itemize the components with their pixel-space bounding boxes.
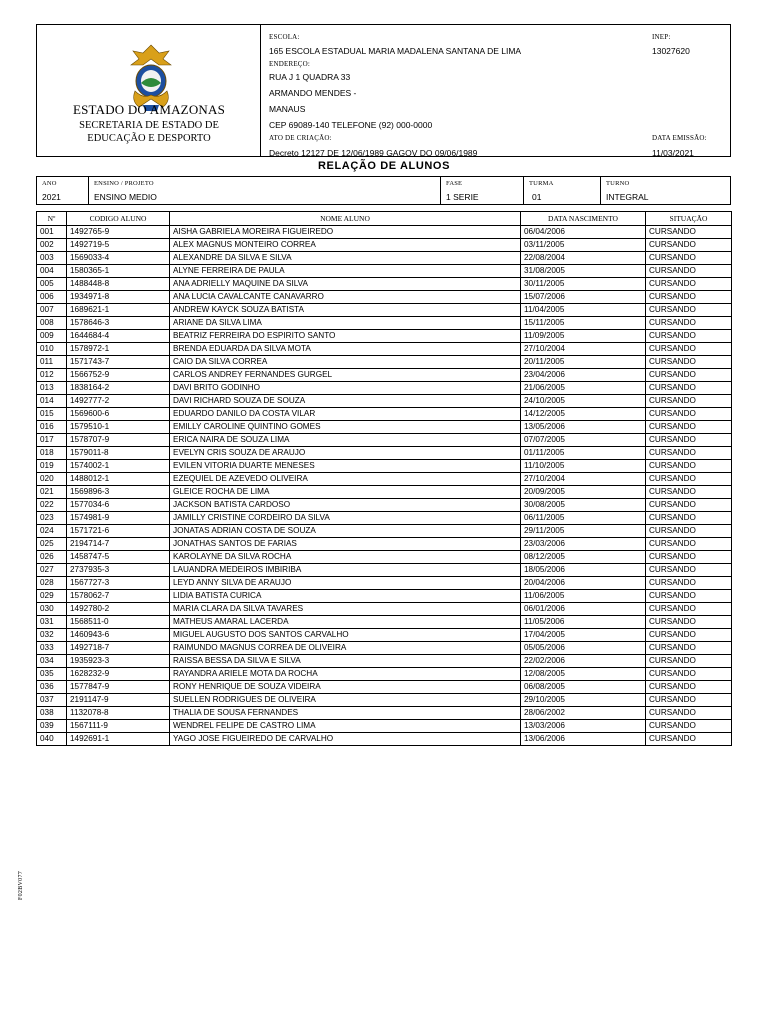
student-birthdate: 30/08/2005: [521, 499, 646, 512]
student-code: 1577847-9: [67, 681, 170, 694]
address-line-1: RUA J 1 QUADRA 33: [269, 72, 351, 82]
student-status: CURSANDO: [646, 668, 732, 681]
state-name: ESTADO DO AMAZONAS: [72, 102, 226, 117]
student-code: 1488448-8: [67, 278, 170, 291]
table-row: [37, 525, 732, 538]
student-code: 1566752-9: [67, 369, 170, 382]
student-name: MATHEUS AMARAL LACERDA: [170, 616, 521, 629]
student-number: 014: [37, 395, 67, 408]
table-row: [37, 603, 732, 616]
students-table-body: [37, 226, 732, 746]
student-code: 1574002-1: [67, 460, 170, 473]
student-number: 015: [37, 408, 67, 421]
student-status: CURSANDO: [646, 447, 732, 460]
table-row: [37, 343, 732, 356]
table-row: [37, 226, 732, 239]
student-name: KAROLAYNE DA SILVA ROCHA: [170, 551, 521, 564]
student-number: 030: [37, 603, 67, 616]
student-name: ANA ADRIELLY MAQUINE DA SILVA: [170, 278, 521, 291]
table-row: [37, 421, 732, 434]
student-status: CURSANDO: [646, 239, 732, 252]
student-name: EMILLY CAROLINE QUINTINO GOMES: [170, 421, 521, 434]
student-status: CURSANDO: [646, 317, 732, 330]
student-status: CURSANDO: [646, 603, 732, 616]
student-code: 1574981-9: [67, 512, 170, 525]
student-code: 1578707-9: [67, 434, 170, 447]
table-row: [37, 551, 732, 564]
student-status: CURSANDO: [646, 681, 732, 694]
school-header: [36, 24, 731, 157]
student-code: 1488012-1: [67, 473, 170, 486]
student-number: 003: [37, 252, 67, 265]
student-number: 024: [37, 525, 67, 538]
student-code: 1935923-3: [67, 655, 170, 668]
student-code: 1492780-2: [67, 603, 170, 616]
student-birthdate: 30/11/2005: [521, 278, 646, 291]
divider: [600, 177, 601, 204]
student-status: CURSANDO: [646, 460, 732, 473]
student-birthdate: 12/08/2005: [521, 668, 646, 681]
student-status: CURSANDO: [646, 304, 732, 317]
student-birthdate: 06/08/2005: [521, 681, 646, 694]
student-number: 021: [37, 486, 67, 499]
student-status: CURSANDO: [646, 252, 732, 265]
inep-code: 13027620: [652, 46, 690, 56]
student-birthdate: 27/10/2004: [521, 473, 646, 486]
address-line-3: MANAUS: [269, 104, 306, 114]
student-birthdate: 13/06/2006: [521, 733, 646, 746]
student-name: JONATAS ADRIAN COSTA DE SOUZA: [170, 525, 521, 538]
student-name: ALEXANDRE DA SILVA E SILVA: [170, 252, 521, 265]
student-birthdate: 22/08/2004: [521, 252, 646, 265]
table-row: [37, 577, 732, 590]
student-status: CURSANDO: [646, 655, 732, 668]
student-name: RAYANDRA ARIELE MOTA DA ROCHA: [170, 668, 521, 681]
student-birthdate: 06/01/2006: [521, 603, 646, 616]
student-number: 036: [37, 681, 67, 694]
student-status: CURSANDO: [646, 551, 732, 564]
table-row: [37, 512, 732, 525]
student-birthdate: 15/07/2006: [521, 291, 646, 304]
student-name: JONATHAS SANTOS DE FARIAS: [170, 538, 521, 551]
student-status: CURSANDO: [646, 356, 732, 369]
student-code: 1577034-6: [67, 499, 170, 512]
table-row: [37, 668, 732, 681]
student-name: BEATRIZ FERREIRA DO ESPIRITO SANTO: [170, 330, 521, 343]
student-birthdate: 20/04/2006: [521, 577, 646, 590]
address-label: ENDEREÇO:: [269, 60, 311, 68]
student-birthdate: 03/11/2005: [521, 239, 646, 252]
student-number: 018: [37, 447, 67, 460]
student-birthdate: 27/10/2004: [521, 343, 646, 356]
student-number: 020: [37, 473, 67, 486]
student-birthdate: 11/04/2005: [521, 304, 646, 317]
secretariat-name: [37, 119, 261, 145]
table-row: [37, 694, 732, 707]
table-row: [37, 616, 732, 629]
student-status: CURSANDO: [646, 382, 732, 395]
student-code: 1569896-3: [67, 486, 170, 499]
student-code: 1492765-9: [67, 226, 170, 239]
student-name: RONY HENRIQUE DE SOUZA VIDEIRA: [170, 681, 521, 694]
table-row: [37, 356, 732, 369]
student-status: CURSANDO: [646, 616, 732, 629]
student-birthdate: 06/11/2005: [521, 512, 646, 525]
student-code: 1578062-7: [67, 590, 170, 603]
student-code: 1689621-1: [67, 304, 170, 317]
student-code: 1579011-8: [67, 447, 170, 460]
student-code: 1492777-2: [67, 395, 170, 408]
student-birthdate: 20/09/2005: [521, 486, 646, 499]
student-birthdate: 05/05/2006: [521, 642, 646, 655]
student-number: 011: [37, 356, 67, 369]
col-header-birthdate: DATA NASCIMENTO: [521, 212, 646, 226]
student-code: 1644684-4: [67, 330, 170, 343]
student-status: CURSANDO: [646, 343, 732, 356]
student-status: CURSANDO: [646, 694, 732, 707]
table-row: [37, 369, 732, 382]
student-birthdate: 17/04/2005: [521, 629, 646, 642]
creation-act: Decreto 12127 DE 12/06/1989 GAGOV DO 09/06/1989: [269, 148, 478, 158]
student-name: EVELYN CRIS SOUZA DE ARAUJO: [170, 447, 521, 460]
table-row: [37, 720, 732, 733]
issue-date-label: DATA EMISSÃO:: [652, 134, 707, 142]
student-name: YAGO JOSE FIGUEIREDO DE CARVALHO: [170, 733, 521, 746]
student-number: 033: [37, 642, 67, 655]
student-number: 017: [37, 434, 67, 447]
state-logo-cell: [37, 25, 261, 157]
student-birthdate: 15/11/2005: [521, 317, 646, 330]
student-status: CURSANDO: [646, 577, 732, 590]
table-row: [37, 707, 732, 720]
student-name: JACKSON BATISTA CARDOSO: [170, 499, 521, 512]
group-label: TURMA: [529, 180, 554, 187]
shift-value: INTEGRAL: [606, 192, 649, 202]
phase-label: FASE: [446, 180, 463, 187]
table-row: [37, 382, 732, 395]
year-label: ANO: [42, 180, 57, 187]
student-name: MARIA CLARA DA SILVA TAVARES: [170, 603, 521, 616]
table-row: [37, 239, 732, 252]
student-code: 1567111-9: [67, 720, 170, 733]
student-status: CURSANDO: [646, 265, 732, 278]
student-code: 1492719-5: [67, 239, 170, 252]
student-name: CAIO DA SILVA CORREA: [170, 356, 521, 369]
student-name: DAVI BRITO GODINHO: [170, 382, 521, 395]
student-birthdate: 08/12/2005: [521, 551, 646, 564]
class-info-bar: [36, 176, 731, 205]
student-name: DAVI RICHARD SOUZA DE SOUZA: [170, 395, 521, 408]
student-code: 1492691-1: [67, 733, 170, 746]
student-number: 037: [37, 694, 67, 707]
student-number: 008: [37, 317, 67, 330]
student-code: 2194714-7: [67, 538, 170, 551]
student-status: CURSANDO: [646, 369, 732, 382]
divider: [88, 177, 89, 204]
year-value: 2021: [42, 192, 61, 202]
student-name: AISHA GABRIELA MOREIRA FIGUEIREDO: [170, 226, 521, 239]
student-code: 1458747-5: [67, 551, 170, 564]
student-number: 013: [37, 382, 67, 395]
student-birthdate: 18/05/2006: [521, 564, 646, 577]
student-status: CURSANDO: [646, 512, 732, 525]
phase-value: 1 SERIE: [446, 192, 479, 202]
student-name: LIDIA BATISTA CURICA: [170, 590, 521, 603]
student-name: GLEICE ROCHA DE LIMA: [170, 486, 521, 499]
student-birthdate: 14/12/2005: [521, 408, 646, 421]
student-birthdate: 11/05/2006: [521, 616, 646, 629]
student-status: CURSANDO: [646, 629, 732, 642]
divider: [440, 177, 441, 204]
student-number: 028: [37, 577, 67, 590]
student-code: 1579510-1: [67, 421, 170, 434]
student-code: 1492718-7: [67, 642, 170, 655]
student-number: 016: [37, 421, 67, 434]
student-name: LAUANDRA MEDEIROS IMBIRIBA: [170, 564, 521, 577]
table-row: [37, 330, 732, 343]
student-status: CURSANDO: [646, 486, 732, 499]
student-name: EDUARDO DANILO DA COSTA VILAR: [170, 408, 521, 421]
student-name: RAISSA BESSA DA SILVA E SILVA: [170, 655, 521, 668]
student-code: 1569600-6: [67, 408, 170, 421]
student-number: 029: [37, 590, 67, 603]
student-status: CURSANDO: [646, 525, 732, 538]
student-status: CURSANDO: [646, 473, 732, 486]
student-number: 004: [37, 265, 67, 278]
student-code: 1580365-1: [67, 265, 170, 278]
student-code: 2737935-3: [67, 564, 170, 577]
table-row: [37, 408, 732, 421]
col-header-number: Nº: [37, 212, 67, 226]
student-birthdate: 23/04/2006: [521, 369, 646, 382]
student-status: CURSANDO: [646, 421, 732, 434]
student-number: 019: [37, 460, 67, 473]
inep-label: INEP:: [652, 33, 671, 41]
student-status: CURSANDO: [646, 590, 732, 603]
student-name: CARLOS ANDREY FERNANDES GURGEL: [170, 369, 521, 382]
student-code: 2191147-9: [67, 694, 170, 707]
student-number: 040: [37, 733, 67, 746]
student-status: CURSANDO: [646, 330, 732, 343]
student-birthdate: 11/10/2005: [521, 460, 646, 473]
table-row: [37, 460, 732, 473]
table-row: [37, 564, 732, 577]
group-value: 01: [532, 192, 542, 202]
student-number: 012: [37, 369, 67, 382]
student-status: CURSANDO: [646, 707, 732, 720]
student-number: 034: [37, 655, 67, 668]
student-status: CURSANDO: [646, 642, 732, 655]
table-row: [37, 681, 732, 694]
table-row: [37, 473, 732, 486]
student-code: 1628232-9: [67, 668, 170, 681]
student-number: 006: [37, 291, 67, 304]
shift-label: TURNO: [606, 180, 630, 187]
student-number: 001: [37, 226, 67, 239]
secretariat-line-2: EDUCAÇÃO E DESPORTO: [87, 133, 211, 144]
student-name: ANDREW KAYCK SOUZA BATISTA: [170, 304, 521, 317]
page-title: RELAÇÃO DE ALUNOS: [317, 160, 451, 172]
table-row: [37, 655, 732, 668]
student-code: 1132078-8: [67, 707, 170, 720]
student-birthdate: 13/05/2006: [521, 421, 646, 434]
student-code: 1571721-6: [67, 525, 170, 538]
student-status: CURSANDO: [646, 733, 732, 746]
student-name: MIGUEL AUGUSTO DOS SANTOS CARVALHO: [170, 629, 521, 642]
student-code: 1571743-7: [67, 356, 170, 369]
col-header-name: NOME ALUNO: [170, 212, 521, 226]
students-table: [36, 211, 732, 746]
student-status: CURSANDO: [646, 538, 732, 551]
table-row: [37, 252, 732, 265]
student-number: 032: [37, 629, 67, 642]
student-code: 1578646-3: [67, 317, 170, 330]
student-status: CURSANDO: [646, 278, 732, 291]
student-number: 027: [37, 564, 67, 577]
student-number: 025: [37, 538, 67, 551]
secretariat-line-1: SECRETARIA DE ESTADO DE: [79, 120, 219, 131]
student-name: EVILEN VITORIA DUARTE MENESES: [170, 460, 521, 473]
student-number: 035: [37, 668, 67, 681]
student-number: 007: [37, 304, 67, 317]
student-number: 038: [37, 707, 67, 720]
school-label: ESCOLA:: [269, 33, 300, 41]
course-value: ENSINO MEDIO: [94, 192, 157, 202]
student-name: WENDREL FELIPE DE CASTRO LIMA: [170, 720, 521, 733]
student-number: 022: [37, 499, 67, 512]
student-name: ANA LUCIA CAVALCANTE CANAVARRO: [170, 291, 521, 304]
col-header-code: CODIGO ALUNO: [67, 212, 170, 226]
student-name: ALYNE FERREIRA DE PAULA: [170, 265, 521, 278]
table-row: [37, 538, 732, 551]
col-header-status: SITUAÇÃO: [646, 212, 732, 226]
form-code: F02BV077: [18, 870, 24, 900]
student-code: 1569033-4: [67, 252, 170, 265]
course-label: ENSINO / PROJETO: [94, 180, 154, 187]
student-birthdate: 06/04/2006: [521, 226, 646, 239]
student-code: 1568511-0: [67, 616, 170, 629]
student-status: CURSANDO: [646, 434, 732, 447]
school-name: 165 ESCOLA ESTADUAL MARIA MADALENA SANTANA DE LIMA: [269, 46, 522, 56]
student-birthdate: 21/06/2005: [521, 382, 646, 395]
student-number: 026: [37, 551, 67, 564]
student-code: 1578972-1: [67, 343, 170, 356]
student-birthdate: 28/06/2002: [521, 707, 646, 720]
student-number: 010: [37, 343, 67, 356]
student-name: LEYD ANNY SILVA DE ARAUJO: [170, 577, 521, 590]
student-status: CURSANDO: [646, 564, 732, 577]
table-row: [37, 278, 732, 291]
student-name: ALEX MAGNUS MONTEIRO CORREA: [170, 239, 521, 252]
student-name: JAMILLY CRISTINE CORDEIRO DA SILVA: [170, 512, 521, 525]
creation-label: ATO DE CRIAÇÃO:: [269, 134, 332, 142]
student-code: 1567727-3: [67, 577, 170, 590]
table-row: [37, 499, 732, 512]
table-row: [37, 265, 732, 278]
table-header-row: [37, 212, 732, 226]
student-status: CURSANDO: [646, 408, 732, 421]
table-row: [37, 629, 732, 642]
table-row: [37, 317, 732, 330]
student-number: 002: [37, 239, 67, 252]
student-status: CURSANDO: [646, 291, 732, 304]
student-birthdate: 22/02/2006: [521, 655, 646, 668]
student-name: RAIMUNDO MAGNUS CORREA DE OLIVEIRA: [170, 642, 521, 655]
student-birthdate: 23/03/2006: [521, 538, 646, 551]
issue-date: 11/03/2021: [652, 148, 694, 158]
student-name: ARIANE DA SILVA LIMA: [170, 317, 521, 330]
student-number: 039: [37, 720, 67, 733]
table-row: [37, 447, 732, 460]
student-birthdate: 29/10/2005: [521, 694, 646, 707]
student-name: EZEQUIEL DE AZEVEDO OLIVEIRA: [170, 473, 521, 486]
divider: [523, 177, 524, 204]
student-birthdate: 20/11/2005: [521, 356, 646, 369]
student-status: CURSANDO: [646, 395, 732, 408]
student-birthdate: 11/09/2005: [521, 330, 646, 343]
student-number: 005: [37, 278, 67, 291]
student-status: CURSANDO: [646, 720, 732, 733]
student-number: 023: [37, 512, 67, 525]
student-name: THALIA DE SOUSA FERNANDES: [170, 707, 521, 720]
table-row: [37, 291, 732, 304]
student-birthdate: 31/08/2005: [521, 265, 646, 278]
table-row: [37, 733, 732, 746]
student-number: 009: [37, 330, 67, 343]
table-row: [37, 642, 732, 655]
table-row: [37, 304, 732, 317]
student-code: 1934971-8: [67, 291, 170, 304]
table-row: [37, 590, 732, 603]
student-code: 1460943-6: [67, 629, 170, 642]
student-birthdate: 29/11/2005: [521, 525, 646, 538]
student-name: ERICA NAIRA DE SOUZA LIMA: [170, 434, 521, 447]
table-row: [37, 395, 732, 408]
address-line-2: ARMANDO MENDES -: [269, 88, 357, 98]
student-name: BRENDA EDUARDA DA SILVA MOTA: [170, 343, 521, 356]
table-row: [37, 486, 732, 499]
address-line-4: CEP 69089-140 TELEFONE (92) 000-0000: [269, 120, 433, 130]
student-code: 1838164-2: [67, 382, 170, 395]
student-birthdate: 11/06/2005: [521, 590, 646, 603]
student-name: SUELLEN RODRIGUES DE OLIVEIRA: [170, 694, 521, 707]
student-birthdate: 13/03/2006: [521, 720, 646, 733]
student-number: 031: [37, 616, 67, 629]
student-status: CURSANDO: [646, 499, 732, 512]
student-birthdate: 01/11/2005: [521, 447, 646, 460]
student-birthdate: 07/07/2005: [521, 434, 646, 447]
student-birthdate: 24/10/2005: [521, 395, 646, 408]
student-status: CURSANDO: [646, 226, 732, 239]
table-row: [37, 434, 732, 447]
